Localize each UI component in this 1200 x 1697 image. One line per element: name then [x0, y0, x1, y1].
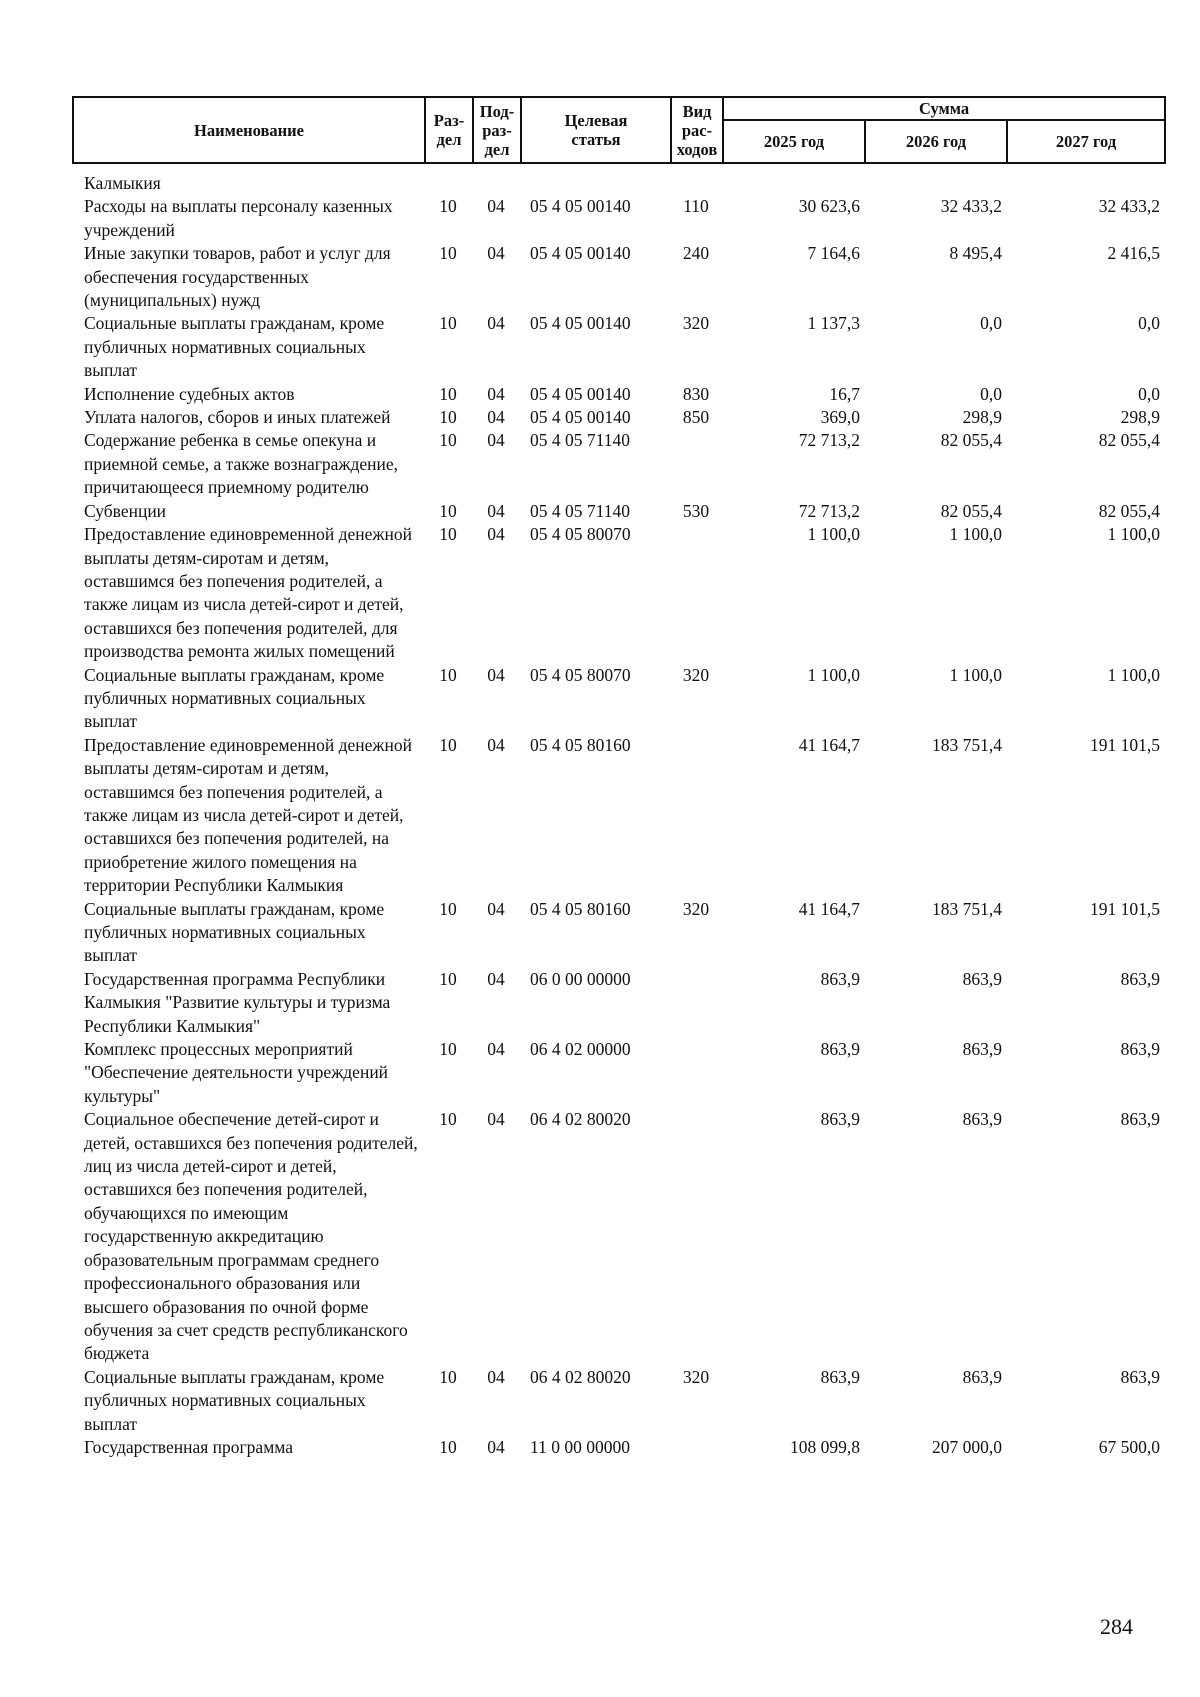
row-2027: 0,0	[1138, 313, 1160, 334]
header-name: Наименование	[73, 97, 425, 163]
row-name: Государственная программа	[84, 1436, 293, 1457]
row-vid	[670, 429, 722, 499]
table-row	[84, 1366, 1164, 1436]
page-number: 284	[1100, 1614, 1133, 1639]
row-razdel: 10	[439, 664, 457, 685]
row-podrazdel: 04	[487, 734, 505, 755]
row-razdel: 10	[439, 196, 457, 217]
table-row	[84, 1038, 1164, 1108]
row-vid	[670, 1108, 722, 1365]
row-2025: 369,0	[820, 407, 860, 428]
row-podrazdel: 04	[487, 383, 505, 404]
row-podrazdel: 04	[487, 500, 505, 521]
row-target: 06 4 02 80020	[530, 1109, 631, 1130]
row-2025	[722, 172, 864, 195]
table-row	[84, 898, 1164, 968]
row-name: Исполнение судебных актов	[84, 383, 295, 404]
row-podrazdel: 04	[487, 1039, 505, 1060]
row-name: Социальные выплаты гражданам, кроме публичных нормативных социальных выплат	[84, 1366, 385, 1434]
row-2026: 82 055,4	[940, 500, 1002, 521]
header-year-2026: 2026 год	[865, 120, 1007, 163]
row-vid	[670, 1436, 722, 1459]
row-podrazdel: 04	[487, 407, 505, 428]
row-2027: 863,9	[1120, 968, 1160, 989]
row-2027: 1 100,0	[1107, 664, 1160, 685]
row-razdel: 10	[439, 313, 457, 334]
row-2026: 863,9	[962, 1039, 1002, 1060]
row-razdel: 10	[439, 1366, 457, 1387]
row-2027: 32 433,2	[1098, 196, 1160, 217]
row-vid: 110	[683, 196, 709, 217]
row-2026: 863,9	[962, 968, 1002, 989]
row-2026: 863,9	[962, 1366, 1002, 1387]
row-2025: 16,7	[829, 383, 860, 404]
budget-table	[84, 172, 1164, 1459]
table-row	[84, 1108, 1164, 1365]
row-name: Субвенции	[84, 500, 167, 521]
row-name: Социальные выплаты гражданам, кроме публичных нормативных социальных выплат	[84, 664, 385, 732]
row-2026: 863,9	[962, 1109, 1002, 1130]
row-vid	[670, 523, 722, 663]
row-2027: 863,9	[1120, 1366, 1160, 1387]
header-podrazdel: Под- раз- дел	[473, 97, 521, 163]
row-name: Социальное обеспечение детей-сирот и детей, оставшихся без попечения родителей, лиц из числа детей-сирот и детей, оставшихся без попечения родителей, обучающихся по имеющим государственную аккредитацию образовательным программам среднего профессионального образования или высшего образования по очной форме обучения за счет средств республиканского бюджета	[84, 1109, 418, 1364]
row-2025: 41 164,7	[798, 898, 860, 919]
row-vid: 830	[682, 383, 710, 404]
row-name: Калмыкия	[84, 173, 161, 193]
table-row	[84, 500, 1164, 523]
table-row	[84, 734, 1164, 898]
row-2025: 108 099,8	[790, 1436, 860, 1457]
row-2025: 863,9	[820, 1039, 860, 1060]
row-2026: 0,0	[980, 383, 1002, 404]
table-row	[84, 523, 1164, 663]
row-2026: 82 055,4	[940, 430, 1002, 451]
row-target: 06 0 00 00000	[530, 968, 631, 989]
row-podrazdel: 04	[487, 243, 505, 264]
row-2025: 1 100,0	[807, 664, 860, 685]
row-2026: 0,0	[980, 313, 1002, 334]
row-razdel: 10	[439, 1109, 457, 1130]
table-row	[84, 242, 1164, 312]
row-vid: 320	[682, 664, 710, 685]
row-2026: 32 433,2	[940, 196, 1002, 217]
row-razdel: 10	[439, 407, 457, 428]
table-row	[84, 429, 1164, 499]
row-vid	[670, 734, 722, 898]
row-vid: 320	[682, 1366, 710, 1387]
header-year-2025: 2025 год	[723, 120, 865, 163]
row-2027: 82 055,4	[1098, 500, 1160, 521]
row-2027: 82 055,4	[1098, 430, 1160, 451]
row-podrazdel: 04	[487, 1366, 505, 1387]
row-name: Комплекс процессных мероприятий "Обеспечение деятельности учреждений культуры"	[84, 1039, 389, 1106]
row-name: Предоставление единовременной денежной выплаты детям-сиротам и детям, оставшимся без попечения родителей, а также лицам из числа детей-сирот и детей, оставшихся без попечения родителей, на приобретение жилого помещения на территории Республики Калмыкия	[84, 734, 412, 896]
row-2027: 67 500,0	[1098, 1436, 1160, 1457]
row-name: Иные закупки товаров, работ и услуг для обеспечения государственных (муниципальных) нужд	[84, 243, 391, 311]
row-podrazdel: 04	[487, 313, 505, 334]
table-row	[84, 664, 1164, 734]
row-target: 05 4 05 80160	[530, 898, 631, 919]
header-vid: Вид рас- ходов	[671, 97, 723, 163]
row-2027: 191 101,5	[1090, 898, 1160, 919]
row-2026: 183 751,4	[932, 898, 1002, 919]
row-2025: 41 164,7	[798, 734, 860, 755]
row-razdel: 10	[439, 430, 457, 451]
row-razdel: 10	[439, 383, 457, 404]
row-podrazdel: 04	[487, 1109, 505, 1130]
row-podrazdel: 04	[487, 968, 505, 989]
row-razdel: 10	[439, 734, 457, 755]
row-2027: 298,9	[1120, 407, 1160, 428]
row-name: Социальные выплаты гражданам, кроме публичных нормативных социальных выплат	[84, 898, 385, 966]
row-vid: 320	[682, 313, 710, 334]
row-razdel: 10	[439, 898, 457, 919]
row-2025: 1 100,0	[807, 524, 860, 545]
table-row	[84, 406, 1164, 429]
row-2025: 30 623,6	[798, 196, 860, 217]
row-2027: 863,9	[1120, 1109, 1160, 1130]
row-target	[520, 172, 670, 195]
row-2027: 191 101,5	[1090, 734, 1160, 755]
row-target: 05 4 05 80070	[530, 524, 631, 545]
row-razdel: 10	[439, 243, 457, 264]
row-name: Социальные выплаты гражданам, кроме публичных нормативных социальных выплат	[84, 313, 385, 381]
header-razdel: Раз- дел	[425, 97, 473, 163]
header-year-2027: 2027 год	[1007, 120, 1165, 163]
row-target: 11 0 00 00000	[530, 1436, 630, 1457]
table-row	[84, 312, 1164, 382]
table-row	[84, 1436, 1164, 1459]
row-name: Уплата налогов, сборов и иных платежей	[84, 407, 391, 428]
row-2025: 863,9	[820, 1366, 860, 1387]
row-razdel: 10	[439, 1039, 457, 1060]
row-razdel: 10	[439, 1436, 457, 1457]
row-podrazdel: 04	[487, 898, 505, 919]
row-target: 05 4 05 80160	[530, 734, 631, 755]
header-sum: Сумма	[723, 97, 1165, 120]
row-2026: 1 100,0	[949, 664, 1002, 685]
row-name: Предоставление единовременной денежной выплаты детям-сиротам и детям, оставшимся без попечения родителей, а также лицам из числа детей-сирот и детей, оставшихся без попечения родителей, для производства ремонта жилых помещений	[84, 524, 412, 662]
row-vid	[670, 172, 722, 195]
row-target: 06 4 02 80020	[530, 1366, 631, 1387]
row-2027: 2 416,5	[1107, 243, 1160, 264]
row-2025: 863,9	[820, 1109, 860, 1130]
row-vid	[670, 1038, 722, 1108]
row-target: 05 4 05 00140	[530, 243, 631, 264]
header-target: Целевая статья	[521, 97, 671, 163]
row-2026	[864, 172, 1006, 195]
row-target: 05 4 05 71140	[530, 500, 630, 521]
row-name: Расходы на выплаты персоналу казенных учреждений	[84, 196, 393, 240]
row-vid	[670, 968, 722, 1038]
row-2025: 7 164,6	[807, 243, 860, 264]
table-row	[84, 172, 1164, 195]
row-podrazdel: 04	[487, 430, 505, 451]
row-2026: 183 751,4	[932, 734, 1002, 755]
row-target: 05 4 05 00140	[530, 407, 631, 428]
row-2025: 72 713,2	[798, 500, 860, 521]
row-2027: 863,9	[1120, 1039, 1160, 1060]
row-2025: 1 137,3	[807, 313, 860, 334]
row-podrazdel	[472, 172, 520, 195]
row-podrazdel: 04	[487, 664, 505, 685]
row-2025: 72 713,2	[798, 430, 860, 451]
row-2027: 1 100,0	[1107, 524, 1160, 545]
table-header	[72, 96, 1166, 164]
row-target: 05 4 05 80070	[530, 664, 631, 685]
row-podrazdel: 04	[487, 1436, 505, 1457]
row-razdel: 10	[439, 968, 457, 989]
row-2026: 1 100,0	[949, 524, 1002, 545]
row-2026: 298,9	[962, 407, 1002, 428]
row-vid: 240	[682, 243, 710, 264]
row-razdel: 10	[439, 500, 457, 521]
row-target: 05 4 05 00140	[530, 383, 631, 404]
table-row	[84, 195, 1164, 242]
row-podrazdel: 04	[487, 524, 505, 545]
row-name: Содержание ребенка в семье опекуна и приемной семье, а также вознаграждение, причитающееся приемному родителю	[84, 430, 399, 498]
row-vid: 320	[682, 898, 710, 919]
table-row	[84, 968, 1164, 1038]
table-row	[84, 383, 1164, 406]
row-name: Государственная программа Республики Калмыкия "Развитие культуры и туризма Республики Калмыкия"	[84, 968, 391, 1036]
row-target: 05 4 05 71140	[530, 430, 630, 451]
row-target: 06 4 02 00000	[530, 1039, 631, 1060]
row-2026: 207 000,0	[932, 1436, 1002, 1457]
row-2025: 863,9	[820, 968, 860, 989]
row-vid: 530	[682, 500, 710, 521]
row-razdel: 10	[439, 524, 457, 545]
row-vid: 850	[682, 407, 710, 428]
row-target: 05 4 05 00140	[530, 196, 631, 217]
row-razdel	[424, 172, 472, 195]
row-target: 05 4 05 00140	[530, 313, 631, 334]
row-2026: 8 495,4	[949, 243, 1002, 264]
row-2027: 0,0	[1138, 383, 1160, 404]
row-2027	[1006, 172, 1164, 195]
row-podrazdel: 04	[487, 196, 505, 217]
